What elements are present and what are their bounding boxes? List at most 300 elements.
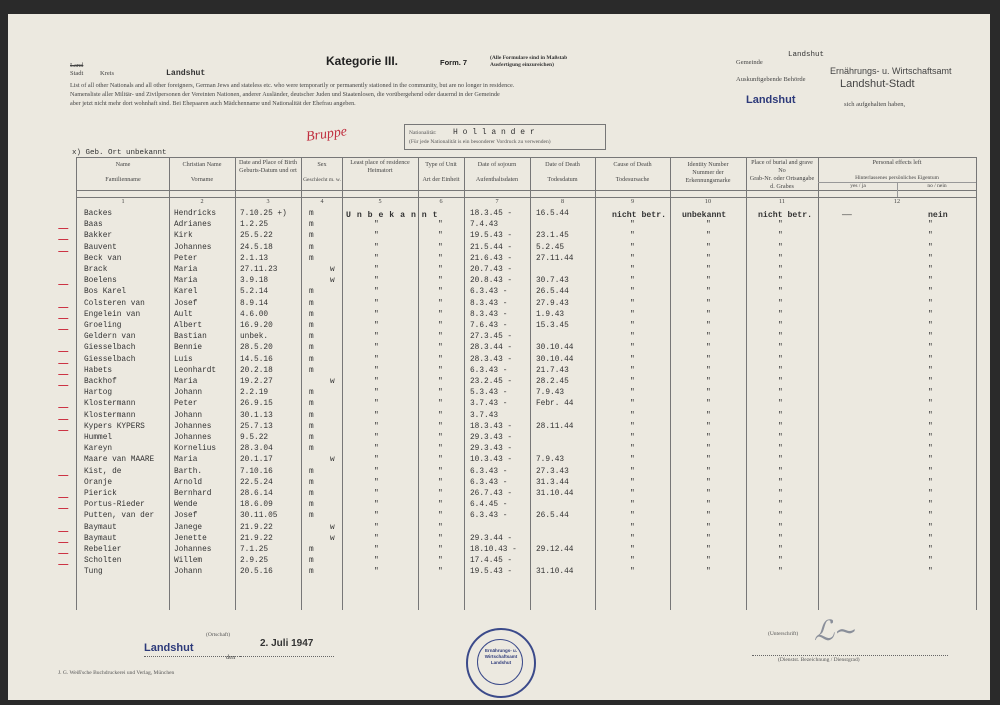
cell-death: 21.7.43 bbox=[536, 366, 569, 375]
cell-ditto: " bbox=[778, 478, 783, 487]
table-row bbox=[8, 501, 990, 511]
cell-ditto: " bbox=[630, 557, 635, 566]
table-row bbox=[8, 434, 990, 444]
signature-label-bottom: (Dienstst. Bezeichnung / Dienstgrad) bbox=[778, 657, 860, 663]
cell-first-name: Karel bbox=[174, 288, 198, 297]
cell-ditto: " bbox=[778, 277, 783, 286]
cell-ditto: " bbox=[778, 344, 783, 353]
col-header-6 bbox=[419, 161, 463, 184]
cell-sex: m bbox=[309, 434, 314, 442]
cell-ditto: " bbox=[928, 221, 933, 230]
cell-ditto: " bbox=[438, 411, 443, 420]
cell-sex: m bbox=[309, 568, 314, 577]
table-row bbox=[8, 524, 990, 534]
col-header-en: Identity Number bbox=[687, 161, 729, 168]
col-header-10 bbox=[671, 161, 745, 185]
cell-birth: 2.1.13 bbox=[240, 254, 269, 263]
footer-den-label: den bbox=[226, 654, 236, 661]
cell-ditto: " bbox=[374, 277, 379, 286]
col-num: 11 bbox=[779, 198, 785, 205]
cell-birth: 19.2.27 bbox=[240, 378, 273, 386]
cell-birth: unbek. bbox=[240, 333, 269, 342]
cell-birth: 28.6.14 bbox=[240, 490, 273, 498]
cell-birth: 7.10.25 +) bbox=[240, 210, 287, 218]
cell-ditto: " bbox=[438, 546, 443, 554]
cell-ditto: " bbox=[928, 512, 933, 521]
red-check-mark bbox=[58, 502, 72, 509]
cell-birth: 25.5.22 bbox=[240, 232, 273, 241]
cell-ditto: " bbox=[630, 534, 635, 543]
cell-sex: w bbox=[330, 456, 335, 465]
cell-ditto: " bbox=[438, 254, 443, 263]
col-num: 7 bbox=[495, 198, 499, 205]
red-check-mark bbox=[58, 368, 72, 375]
cell-sex: m bbox=[309, 299, 314, 308]
cell-ditto: " bbox=[928, 411, 933, 420]
cell-first-name: Barth. bbox=[174, 467, 203, 476]
col-header-en: Least place of residence bbox=[350, 159, 410, 166]
nationality-box bbox=[404, 124, 606, 150]
cell-ditto: " bbox=[374, 322, 379, 330]
signature-scrawl-icon: ℒ∼ bbox=[814, 614, 858, 647]
cell-sex: m bbox=[309, 366, 314, 375]
cell-death: 7.9.43 bbox=[536, 456, 565, 465]
col-header-en: Christian Name bbox=[182, 161, 222, 168]
red-check-mark bbox=[58, 222, 72, 229]
cell-ditto: " bbox=[706, 378, 711, 386]
red-check-mark bbox=[58, 357, 72, 364]
cell-ditto: " bbox=[778, 288, 783, 297]
table-row bbox=[8, 367, 990, 377]
cell-first-name: Bernhard bbox=[174, 490, 212, 498]
col-header-de: Todesdatum bbox=[547, 176, 578, 183]
cell-ditto: " bbox=[438, 221, 443, 230]
cell-sex: m bbox=[309, 333, 314, 342]
cell-ditto: " bbox=[374, 400, 379, 409]
cell-ditto: " bbox=[706, 333, 711, 342]
cell-sex: m bbox=[309, 501, 314, 510]
signature-label-top: (Unterschrift) bbox=[768, 631, 799, 637]
table-row bbox=[8, 221, 990, 231]
table-rule-header bbox=[76, 190, 976, 191]
cell-first-name: Janege bbox=[174, 523, 203, 532]
cell-ditto: " bbox=[630, 456, 635, 465]
cell-ditto: " bbox=[630, 523, 635, 532]
cell-sojourn: 27.3.45 - bbox=[470, 333, 513, 342]
cell-sojourn: 6.3.43 - bbox=[470, 512, 508, 521]
cell-ditto: " bbox=[778, 422, 783, 431]
col-header-en: Personal effects left bbox=[872, 159, 922, 166]
cell-ditto: " bbox=[778, 232, 783, 241]
cell-birth: 20.5.16 bbox=[240, 568, 273, 577]
intro-german-line-2: aber jetzt nicht mehr dort wohnhaft sind. Bei Ehepaaren auch Mädchenname und Nationalität der Ehefrau angeben. bbox=[70, 100, 356, 107]
cell-ditto: " bbox=[630, 299, 635, 308]
cell-first-name: Leonhardt bbox=[174, 366, 217, 375]
cell-death: Febr. 44 bbox=[536, 400, 574, 409]
cell-ditto: " bbox=[374, 378, 379, 386]
cell-ditto: " bbox=[778, 254, 783, 263]
cell-sojourn: 7.6.43 - bbox=[470, 322, 508, 330]
cell-death: 31.3.44 bbox=[536, 478, 569, 487]
cell-ditto: " bbox=[778, 310, 783, 319]
cell-ditto: " bbox=[374, 467, 379, 476]
cell-ditto: " bbox=[630, 310, 635, 319]
page-title: Kategorie III. bbox=[326, 54, 399, 68]
cell-ditto: " bbox=[630, 243, 635, 252]
cell-ditto: " bbox=[630, 467, 635, 476]
cell-ditto: " bbox=[374, 546, 379, 554]
cell-sojourn: 26.7.43 - bbox=[470, 490, 513, 498]
cell-sojourn: 23.2.45 - bbox=[470, 378, 513, 386]
cell-name: Portus-Rieder bbox=[84, 501, 145, 510]
col-header-de: Aufenthaltsdaten bbox=[475, 176, 519, 183]
behoerde-label: Auskunftgebende Behörde bbox=[736, 76, 806, 83]
footer-place-stamp: Landshut bbox=[144, 642, 194, 654]
cell-death: 31.10.44 bbox=[536, 568, 574, 577]
cell-ditto: " bbox=[374, 266, 379, 274]
cell-first-name: Ault bbox=[174, 310, 193, 319]
cell-ditto: " bbox=[778, 266, 783, 274]
cell-ditto: " bbox=[928, 434, 933, 442]
table-row bbox=[8, 378, 990, 388]
cell-sex: m bbox=[309, 389, 314, 398]
cell-birth: 26.9.15 bbox=[240, 400, 273, 409]
document-sheet bbox=[8, 14, 990, 700]
col-num: 2 bbox=[200, 198, 204, 205]
cell-ditto: " bbox=[630, 344, 635, 353]
cell-ditto: " bbox=[928, 232, 933, 241]
cell-ditto: " bbox=[706, 467, 711, 476]
cell-ditto: " bbox=[928, 254, 933, 263]
col-header-de: Vorname bbox=[190, 176, 214, 183]
cell-ditto: " bbox=[928, 299, 933, 308]
cell-ditto: " bbox=[374, 445, 379, 454]
cell-ditto: " bbox=[438, 422, 443, 431]
cell-sex: m bbox=[309, 546, 314, 554]
cell-ditto: " bbox=[778, 456, 783, 465]
cell-sojourn: 18.3.45 - bbox=[470, 210, 513, 218]
red-check-mark bbox=[58, 469, 72, 476]
cell-ditto: " bbox=[630, 232, 635, 241]
cell-ditto: " bbox=[374, 478, 379, 487]
cell-name: Hummel bbox=[84, 434, 113, 442]
cell-first-name: Josef bbox=[174, 512, 198, 521]
cell-ditto: " bbox=[630, 411, 635, 420]
cell-name: Rebelier bbox=[84, 546, 122, 554]
table-row bbox=[8, 389, 990, 399]
cell-birth: 18.6.09 bbox=[240, 501, 273, 510]
cell-ditto: " bbox=[630, 366, 635, 375]
cell-first-name: Maria bbox=[174, 456, 198, 465]
col-header-de: Art der Einheit bbox=[422, 176, 460, 183]
cell-ditto: " bbox=[706, 523, 711, 532]
cell-ditto: " bbox=[438, 389, 443, 398]
cell-ditto: " bbox=[706, 400, 711, 409]
cell-death: 5.2.45 bbox=[536, 243, 565, 252]
cell-birth: 5.2.14 bbox=[240, 288, 269, 297]
cell-sex: m bbox=[309, 254, 314, 263]
cell-ditto: " bbox=[928, 534, 933, 543]
cell-first-name: Hendricks bbox=[174, 210, 217, 218]
cell-sojourn: 6.3.43 - bbox=[470, 366, 508, 375]
table-row bbox=[8, 311, 990, 321]
cell-ditto: " bbox=[928, 288, 933, 297]
cell-ditto: " bbox=[928, 266, 933, 274]
cell-ditto: " bbox=[928, 322, 933, 330]
cell-sex: m bbox=[309, 557, 314, 566]
cell-sojourn: 29.3.43 - bbox=[470, 445, 513, 454]
cell-first-name: Johannes bbox=[174, 422, 212, 431]
cell-first-name: Wende bbox=[174, 501, 198, 510]
cell-sex: w bbox=[330, 523, 335, 532]
footer-place-label: (Ortschaft) bbox=[206, 632, 231, 638]
cell-ditto: " bbox=[630, 355, 635, 364]
col-header-en: Date of sojourn bbox=[477, 161, 517, 168]
cell-name: Kareyn bbox=[84, 445, 113, 454]
cell-ditto: " bbox=[778, 434, 783, 442]
cell-birth: 14.5.16 bbox=[240, 355, 273, 364]
cell-death: 1.9.43 bbox=[536, 310, 565, 319]
cell-birth: 1.2.25 bbox=[240, 221, 269, 230]
col-header-de: Geschlecht m. w. bbox=[303, 177, 341, 183]
cell-sojourn: 28.3.44 - bbox=[470, 344, 513, 353]
handwritten-note-top: Bruppe bbox=[305, 124, 348, 145]
cell-ditto: " bbox=[374, 568, 379, 577]
cell-death: 26.5.44 bbox=[536, 288, 569, 297]
cell-first-name: Johannes bbox=[174, 243, 212, 252]
cell-ditto: " bbox=[374, 389, 379, 398]
cell-ditto: " bbox=[438, 266, 443, 274]
cell-first-name: Kornelius bbox=[174, 445, 217, 454]
cell-birth: 22.5.24 bbox=[240, 478, 273, 487]
table-row bbox=[8, 344, 990, 354]
table-row bbox=[8, 356, 990, 366]
cell-ditto: " bbox=[630, 445, 635, 454]
red-check-mark bbox=[58, 547, 72, 554]
red-check-mark bbox=[58, 312, 72, 319]
table-row bbox=[8, 512, 990, 522]
cell-ditto: " bbox=[928, 277, 933, 286]
cell-sex: m bbox=[309, 322, 314, 330]
cell-ditto: " bbox=[706, 434, 711, 442]
red-check-mark bbox=[58, 401, 72, 408]
cell-death: 26.5.44 bbox=[536, 512, 569, 521]
cell-first-name: Arnold bbox=[174, 478, 203, 487]
footer-date-line bbox=[240, 656, 334, 657]
cell-ditto: " bbox=[778, 534, 783, 543]
cell-ditto: " bbox=[438, 467, 443, 476]
col-header-12-de: Hinterlassenes persönliches Eigentum bbox=[855, 175, 939, 181]
cell-sex: m bbox=[309, 221, 314, 230]
signature-line bbox=[752, 655, 948, 656]
cell-ditto: " bbox=[928, 344, 933, 353]
cell-ditto: " bbox=[438, 557, 443, 566]
cell-first-name: Kirk bbox=[174, 232, 193, 241]
cell-ditto: " bbox=[438, 232, 443, 241]
cell-sojourn: 19.5.43 - bbox=[470, 568, 513, 577]
col-num: 4 bbox=[320, 198, 324, 205]
cell-ditto: " bbox=[706, 501, 711, 510]
cell-birth: 21.9.22 bbox=[240, 534, 273, 543]
table-row bbox=[8, 288, 990, 298]
cell-ditto: " bbox=[706, 288, 711, 297]
cell-sojourn: 6.4.45 - bbox=[470, 501, 508, 510]
cell-ditto: " bbox=[928, 355, 933, 364]
cell-ditto: " bbox=[630, 389, 635, 398]
cell-name: Baymaut bbox=[84, 534, 117, 543]
cell-ditto: " bbox=[630, 568, 635, 577]
cell-sojourn: 5.3.43 - bbox=[470, 389, 508, 398]
cell-birth: 20.1.17 bbox=[240, 456, 273, 465]
cell-sojourn: 8.3.43 - bbox=[470, 310, 508, 319]
cell-ditto: " bbox=[928, 557, 933, 566]
cell-birth: 30.11.05 bbox=[240, 512, 278, 521]
cell-ditto: " bbox=[630, 400, 635, 409]
cell-ditto: " bbox=[630, 333, 635, 342]
cell-ditto: " bbox=[630, 254, 635, 263]
cell-name: Boelens bbox=[84, 277, 117, 286]
cell-name: Oranje bbox=[84, 478, 113, 487]
cell-birth: 28.3.04 bbox=[240, 445, 273, 454]
cell-sex: m bbox=[309, 310, 314, 319]
cell-ditto: " bbox=[706, 490, 711, 498]
cell-ditto: " bbox=[630, 501, 635, 510]
cell-ditto: " bbox=[778, 378, 783, 386]
col-num: 9 bbox=[630, 198, 635, 205]
cell-name: Kypers KYPERS bbox=[84, 422, 145, 431]
cell-sex: m bbox=[309, 422, 314, 431]
subheader-typed: x) Geb. Ort unbekannt bbox=[72, 149, 167, 157]
cell-sojourn: 7.4.43 bbox=[470, 221, 499, 230]
cell-name: Colsteren van bbox=[84, 299, 145, 308]
cell-first-name: Maria bbox=[174, 378, 198, 386]
cell-ditto: " bbox=[928, 523, 933, 532]
cell-name: Giesselbach bbox=[84, 355, 136, 364]
seal-text: Ernährungs- u. Wirtschaftsamt Landshut bbox=[484, 648, 518, 665]
col-header-1 bbox=[78, 161, 168, 184]
cell-first-name: Adrianes bbox=[174, 221, 212, 230]
col-header-en: Date and Place of Birth bbox=[238, 159, 298, 166]
cell-ditto: " bbox=[778, 243, 783, 252]
cell-sex: m bbox=[309, 490, 314, 498]
cell-ditto: " bbox=[706, 254, 711, 263]
cell-ditto: " bbox=[706, 366, 711, 375]
nationality-value: H o l l a n d e r bbox=[453, 128, 535, 137]
cell-ditto: " bbox=[374, 232, 379, 241]
cell-first-name: Johann bbox=[174, 389, 203, 398]
red-check-mark bbox=[58, 323, 72, 330]
col-header-en: Place of burial and grave No bbox=[751, 159, 813, 174]
cell-ditto: " bbox=[438, 478, 443, 487]
cell-first-name: Albert bbox=[174, 322, 203, 330]
cell-sex: m bbox=[309, 400, 314, 409]
col-header-12 bbox=[819, 159, 975, 167]
forms-note: (Alle Formulare sind in Maßstab Ausfertigung einzureichen) bbox=[490, 55, 568, 68]
cell-ditto: " bbox=[374, 288, 379, 297]
cell-ditto: " bbox=[630, 478, 635, 487]
cell-birth: 2.2.19 bbox=[240, 389, 269, 398]
cell-ditto: " bbox=[706, 243, 711, 252]
cell-ditto: " bbox=[778, 445, 783, 454]
red-check-mark bbox=[58, 245, 72, 252]
nationality-label: Nationalität: bbox=[409, 130, 437, 136]
cell-first-name: Jenette bbox=[174, 534, 207, 543]
cell-sex: m bbox=[309, 445, 314, 454]
cell-ditto: " bbox=[630, 288, 635, 297]
cell-ditto: " bbox=[438, 243, 443, 252]
cell-ditto: " bbox=[374, 221, 379, 230]
cell-ditto: " bbox=[374, 501, 379, 510]
cell-ditto: " bbox=[928, 546, 933, 554]
col-num: 6 bbox=[439, 198, 443, 205]
cell-ditto: " bbox=[928, 501, 933, 510]
cell-ditto: " bbox=[928, 310, 933, 319]
cell-birth: 30.1.13 bbox=[240, 411, 273, 420]
cell-name: Bakker bbox=[84, 232, 113, 241]
cell-ditto: " bbox=[778, 557, 783, 566]
cell-name: Engelein van bbox=[84, 310, 141, 319]
cell-name: Brack bbox=[84, 266, 108, 274]
cell-name: Giesselbach bbox=[84, 344, 136, 353]
cell-ditto: " bbox=[438, 445, 443, 454]
cell-birth: 8.9.14 bbox=[240, 299, 269, 308]
col-num: 8 bbox=[560, 198, 565, 205]
cell-sex: w bbox=[330, 534, 335, 543]
cell-sex: w bbox=[330, 277, 335, 286]
cell-ditto: " bbox=[928, 445, 933, 454]
cell-ditto: " bbox=[778, 523, 783, 532]
cell-ditto: " bbox=[706, 221, 711, 230]
cell-ditto: " bbox=[630, 434, 635, 442]
cell-birth: 24.5.18 bbox=[240, 243, 273, 252]
cell-sojourn: 18.3.43 - bbox=[470, 422, 513, 431]
table-row bbox=[8, 300, 990, 310]
cell-ditto: " bbox=[706, 266, 711, 274]
cell-ditto: " bbox=[778, 333, 783, 342]
cell-ditto: " bbox=[706, 557, 711, 566]
cell-sojourn: 21.6.43 - bbox=[470, 254, 513, 263]
cell-name: Klostermann bbox=[84, 400, 136, 409]
cell-ditto: " bbox=[438, 378, 443, 386]
behoerde-stamp-line-1: Ernährungs- u. Wirtschaftsamt bbox=[830, 66, 952, 76]
cell-death: 31.10.44 bbox=[536, 490, 574, 498]
official-seal bbox=[466, 628, 536, 698]
cell-birth: 3.9.18 bbox=[240, 277, 269, 286]
cell-first-name: Johann bbox=[174, 568, 203, 577]
cell-ditto: " bbox=[630, 422, 635, 431]
col-num: 12 bbox=[893, 198, 901, 205]
cell-ditto: " bbox=[438, 355, 443, 364]
cell-first-name: Maria bbox=[174, 266, 198, 274]
cell-first-name: Johannes bbox=[174, 546, 212, 554]
cell-ditto: " bbox=[374, 333, 379, 342]
cell-sex: m bbox=[309, 355, 314, 364]
cell-death: 16.5.44 bbox=[536, 210, 569, 218]
cell-death: 28.11.44 bbox=[536, 422, 574, 431]
cell-ditto: " bbox=[778, 366, 783, 375]
table-row bbox=[8, 322, 990, 332]
cell-sojourn: 10.3.43 - bbox=[470, 456, 513, 465]
cell-ditto: " bbox=[438, 344, 443, 353]
cell-ditto: " bbox=[438, 299, 443, 308]
behoerde-stamp-line-2: Landshut-Stadt bbox=[840, 78, 915, 90]
cell-birth: 27.11.23 bbox=[240, 266, 278, 274]
cell-sojourn: 6.3.43 - bbox=[470, 288, 508, 297]
cell-birth: 7.10.16 bbox=[240, 467, 273, 476]
cell-death: 30.10.44 bbox=[536, 355, 574, 364]
cell-ditto: " bbox=[778, 322, 783, 330]
cell-ditto: " bbox=[778, 568, 783, 577]
